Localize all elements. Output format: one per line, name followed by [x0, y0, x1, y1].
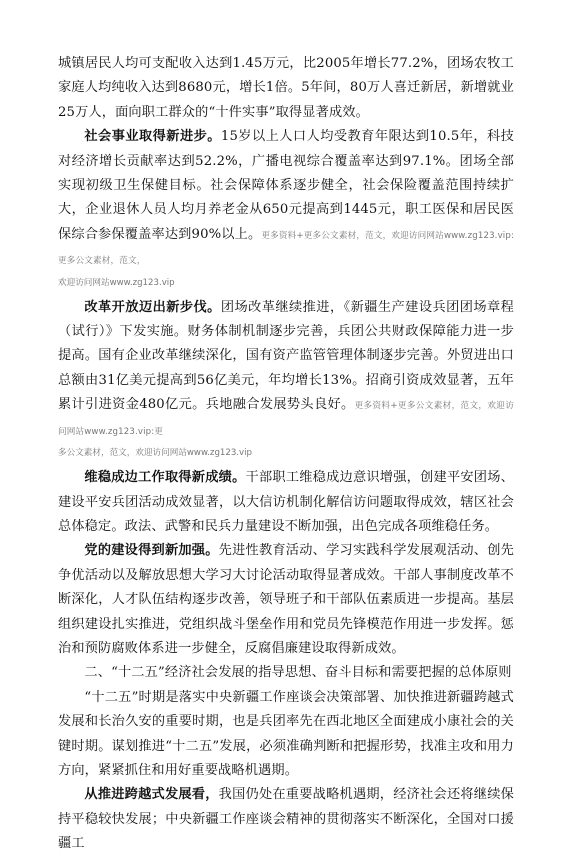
paragraph-lead: 维稳成边工作取得新成绩。 [84, 470, 246, 486]
paragraph-lead: 改革开放迈出新步伐。 [84, 299, 221, 315]
document-body [58, 52, 514, 857]
watermark-line: 多公文素材，范文，欢迎访问网站www.zg123.vip [58, 448, 252, 459]
paragraph-lead: 社会事业取得新进步。 [84, 129, 221, 145]
paragraph-lead: 党的建设得到新加强。 [84, 543, 219, 559]
paragraph-text: 干部职工维稳成边意识增强，创建平安团场、建设平安兵团活动成效显著，以大信访机制化解信访问题取得成效，辖区社会总体稳定。政法、武警和民兵力量建设不断加强，出色完成各项维稳任务。 [58, 470, 514, 534]
watermark-text: 更多资料+更多公文素材，范文，欢迎访问网站www.zg123.vip:更 [58, 401, 515, 437]
paragraph-text: 先进性教育活动、学习实践科学发展观活动、创先争优活动以及解放思想大学习大讨论活动取得显著成效。干部人事制度改革不断深化，人才队伍结构逐步改善，领导班子和干部队伍素质进一步提高。基层组织建设扎实推进，党组织战斗堡垒作用和党员先锋模范作用进一步发挥。惩治和预防腐败体系进一步健全，反腐倡廉建设取得新成效。 [58, 543, 514, 656]
paragraph-text: 团场改革继续推进，《新疆生产建设兵团团场章程（试行）》下发实施。财务体制机制逐步完善，兵团公共财政保障能力进一步提高。国有企业改革继续深化，国有资产监管管理体制逐步完善。外贸进出口总额由31亿美元提高到56亿美元，年均增长13%。招商引资成效显著，五年累计引进资金480亿元。兵地融合发展势头良好。 [58, 299, 515, 413]
watermark-line: 欢迎访问网站www.zg123.vip [58, 277, 175, 288]
paragraph-lead: 从推进跨越式发展看， [84, 787, 219, 803]
section-heading: 二、“十二五”经济社会发展的指导思想、奋斗目标和需要把握的总体原则 [84, 665, 512, 681]
paragraph-party [58, 539, 514, 661]
paragraph-period: “十二五”时期是落实中央新疆工作座谈会决策部署、加快推进新疆跨越式发展和长治久安的重要时期，也是兵团率先在西北地区全面建成小康社会的关键时期。谋划推进“十二五”发展，必须准确判断和把握形势，找准主攻和用力方向，紧紧抓住和用好重要战略机遇期。 [58, 689, 514, 778]
paragraph-text: 15岁以上人口人均受教育年限达到10.5年，科技对经济增长贡献率达到52.2%，广播电视综合覆盖率达到97.1%。团场全部实现初级卫生保健目标。社会保障体系逐步健全，社会保险覆盖范围持续扩大，企业退休人员人均月养老金从650元提高到1445元，职工医保和居民医保综合参保覆盖率达到90%以上。 [58, 129, 514, 242]
paragraph-stability [58, 466, 514, 539]
watermark-text: 更多资料+更多公文素材，范文，欢迎访问网站www.zg123.vip:更多公文素材，范文， [58, 230, 514, 267]
paragraph-social [58, 125, 514, 273]
paragraph-reform [58, 296, 514, 444]
paragraph-income: 城镇居民人均可支配收入达到1.45万元，比2005年增长77.2%，团场农牧工家庭人均纯收入达到8680元，增长1倍。5年间，80万人喜迁新居，新增就业25万人，面向职工群众的“十件实事”取得显著成效。 [58, 56, 514, 120]
paragraph-development [58, 783, 514, 856]
paragraph-text: 我国仍处在重要战略机遇期，经济社会还将继续保持平稳较快发展；中央新疆工作座谈会精神的贯彻落实不断深化，全国对口援疆工 [58, 787, 514, 852]
